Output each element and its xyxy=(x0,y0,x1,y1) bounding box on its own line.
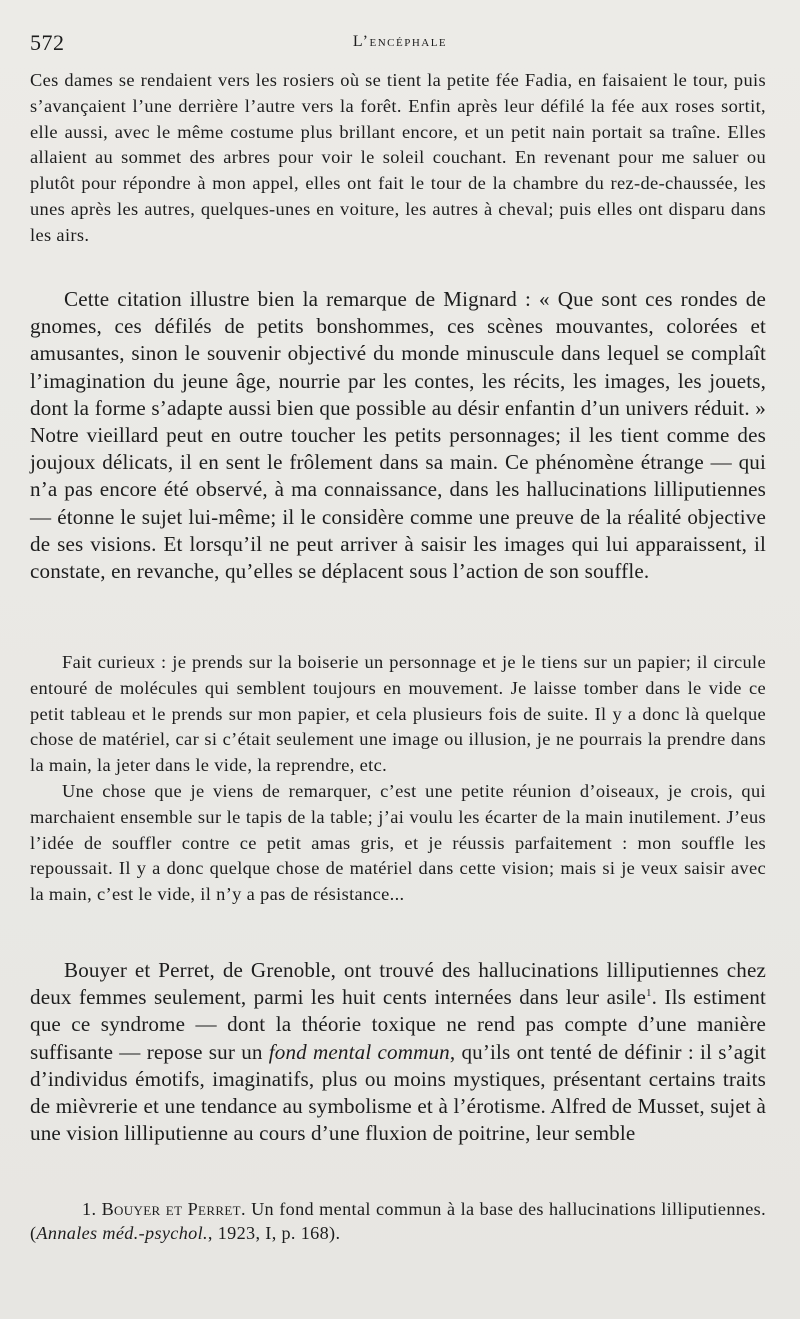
emphasis: fond mental commun xyxy=(268,1039,450,1064)
footnote-authors: Bouyer et Perret. xyxy=(101,1199,246,1219)
footnote xyxy=(30,1198,766,1245)
body-paragraph-2 xyxy=(30,957,766,1147)
text-run: , qu’ils ont tenté de définir : il s’agit d’individus émotifs, imaginatifs, plus ou moins mystiques, présentant certains traits de mièvrerie et une tendance au symbolisme et à l’érotisme. Alfred de Musset, sujet à une vision lilliputienne au cours d’une fluxion de poitrine, leur semble xyxy=(30,1039,766,1146)
footnote-title: Un fond mental commun à la base des hallucinations lilliputiennes. ( xyxy=(30,1199,766,1243)
page-header xyxy=(30,30,770,58)
footnote-reference[interactable]: 1 xyxy=(646,987,652,1000)
quote-paragraph-1: Fait curieux : je prends sur la boiserie un personnage et je le tiens sur un papier; il circule entouré de molécules qui semblent toujours en mouvement. Je laisse tomber dans le vide ce petit tableau et le prends sur mon papier, et cela plusieurs fois de suite. Il y a donc là quelque chose de matériel, car si c’était seulement une image ou illusion, je ne pourrais la prendre dans la main, la jeter dans le vide, la reprendre, etc. xyxy=(30,652,766,776)
text-run: Bouyer et Perret, de Grenoble, ont trouvé des hallucinations lilliputiennes chez deux femmes seulement, parmi les huit cents internées dans leur asile xyxy=(30,958,766,1010)
quote-paragraph-2: Une chose que je viens de remarquer, c’est une petite réunion d’oiseaux, je crois, qui marchaient ensemble sur le tapis de la table; j’ai voulu les écarter de la main inutilement. J’eus l’idée de souffler contre ce petit amas gris, et je réussis parfaitement : mon souffle les repoussait. Il y a donc quelque chose de matériel dans cette vision; mais si je veux saisir avec la main, c’est le vide, il n’y a pas de résistance... xyxy=(30,780,766,905)
running-head: L’encéphale xyxy=(352,33,448,50)
quote-paragraph: Ces dames se rendaient vers les rosiers où se tient la petite fée Fadia, en faisaient le tour, puis s’avançaient l’une derrière l’autre vers la forêt. Enfin après leur défilé la fée aux roses sortit, elle aussi, avec le même costume plus brillant encore, et un petit nain portait sa traîne. Elles allaient au sommet des arbres pour voir le soleil couchant. En revenant pour me saluer ou plutôt pour répondre à mon appel, elles ont fait le tour de la chambre du rez-de-chaussée, les unes après les autres, quelques-unes en voiture, les autres à cheval; puis elles ont disparu dans les airs. xyxy=(30,70,766,245)
footnote-number: 1. xyxy=(82,1199,97,1219)
page-number: 572 xyxy=(30,30,65,55)
body-paragraph-1 xyxy=(30,286,766,585)
footnote-journal: Annales méd.-psychol. xyxy=(36,1222,208,1243)
paragraph-text xyxy=(30,957,766,1147)
quoted-passage-2 xyxy=(30,650,766,908)
paragraph-text: Cette citation illustre bien la remarque de Mignard : « Que sont ces rondes de gnomes, ces défilés de petits bonshommes, ces scènes mouvantes, colorées et amusantes, sinon le souvenir objectivé du monde minuscule dans lequel se complaît l’imagination du jeune âge, nourrie par les contes, les récits, les images, les jouets, dont la forme s’adapte aussi bien que possible au désir enfantin d’un univers réduit. » Notre vieillard peut en outre toucher les petits personnages; il les tient comme des joujoux délicats, il en sent le frôlement dans sa main. Ce phénomène étrange — qui n’a pas encore été observé, à ma connaissance, dans les hallucinations lilliputiennes — étonne le sujet lui-même; il le considère comme une preuve de la réalité objective de ses visions. Et lorsqu’il ne peut arriver à saisir les images qui lui apparaissent, il constate, en revanche, qu’elles se déplacent sous l’action de son souffle. xyxy=(30,287,766,584)
footnote-citation: , 1923, I, p. 168). xyxy=(207,1222,341,1243)
text-run: . Ils estiment que ce syndrome — dont la théorie toxique ne rend pas compte d’une manière suffisante — repose sur un xyxy=(30,985,766,1064)
quoted-passage-1 xyxy=(30,68,766,249)
